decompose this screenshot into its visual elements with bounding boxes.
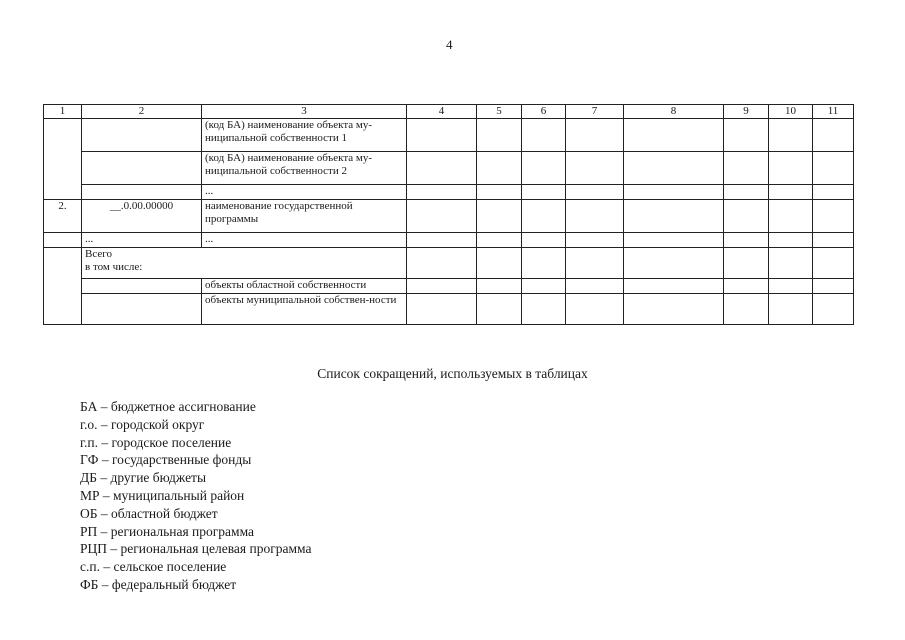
total-label-cell: Всего в том числе: (82, 248, 407, 279)
abbreviations-list (80, 398, 312, 594)
list-item: г.о. – городской округ (80, 416, 205, 432)
list-item: РП – региональная программа (80, 523, 255, 539)
table-row (44, 152, 854, 185)
program-table (43, 104, 854, 325)
table-cell (44, 119, 82, 200)
column-header: 11 (813, 105, 854, 119)
column-header: 2 (82, 105, 202, 119)
table-row (44, 119, 854, 152)
list-item: БА – бюджетное ассигнование (80, 399, 256, 414)
table-row (44, 248, 854, 279)
table-cell (82, 294, 202, 325)
list-item: с.п. – сельское поселение (80, 559, 227, 575)
column-header: 1 (44, 105, 82, 119)
row-number-cell: 2. (44, 200, 82, 233)
list-item: г.п. – городское поселение (80, 434, 232, 450)
table-row (44, 279, 854, 294)
column-header: 5 (477, 105, 522, 119)
table-cell (82, 152, 202, 185)
column-header: 10 (769, 105, 813, 119)
page-number: 4 (446, 37, 453, 52)
table-row (44, 200, 854, 233)
list-item: МР – муниципальный район (80, 487, 245, 503)
list-item: ДБ – другие бюджеты (80, 470, 207, 486)
list-item: ГФ – государственные фонды (80, 452, 252, 468)
table-row (44, 294, 854, 325)
table-cell (82, 119, 202, 152)
program-name-cell: наименование государственной программы (202, 200, 407, 233)
table-header-row (44, 105, 854, 119)
table-cell (44, 248, 82, 325)
object-name-cell: (код БА) наименование объекта му-ниципальной собственности 1 (202, 119, 407, 152)
column-header: 3 (202, 105, 407, 119)
ellipsis-cell: ... (202, 233, 407, 248)
column-header: 7 (566, 105, 624, 119)
table-cell (82, 279, 202, 294)
list-item: ОБ – областной бюджет (80, 505, 218, 521)
object-type-cell: объекты областной собственности (202, 279, 407, 294)
ellipsis-cell: ... (82, 233, 202, 248)
abbreviations-title: Список сокращений, используемых в таблицах (317, 366, 588, 381)
column-header: 6 (522, 105, 566, 119)
program-code-cell: __.0.00.00000 (82, 200, 202, 233)
list-item: ФБ – федеральный бюджет (80, 576, 237, 592)
table-cell (44, 233, 82, 248)
table-cell (82, 185, 202, 200)
ellipsis-cell: ... (202, 185, 407, 200)
object-name-cell: (код БА) наименование объекта му-ниципальной собственности 2 (202, 152, 407, 185)
column-header: 8 (624, 105, 724, 119)
column-header: 9 (724, 105, 769, 119)
table-row (44, 185, 854, 200)
list-item: РЦП – региональная целевая программа (80, 541, 312, 557)
column-header: 4 (407, 105, 477, 119)
table-row (44, 233, 854, 248)
object-type-cell: объекты муниципальной собствен-ности (202, 294, 407, 325)
